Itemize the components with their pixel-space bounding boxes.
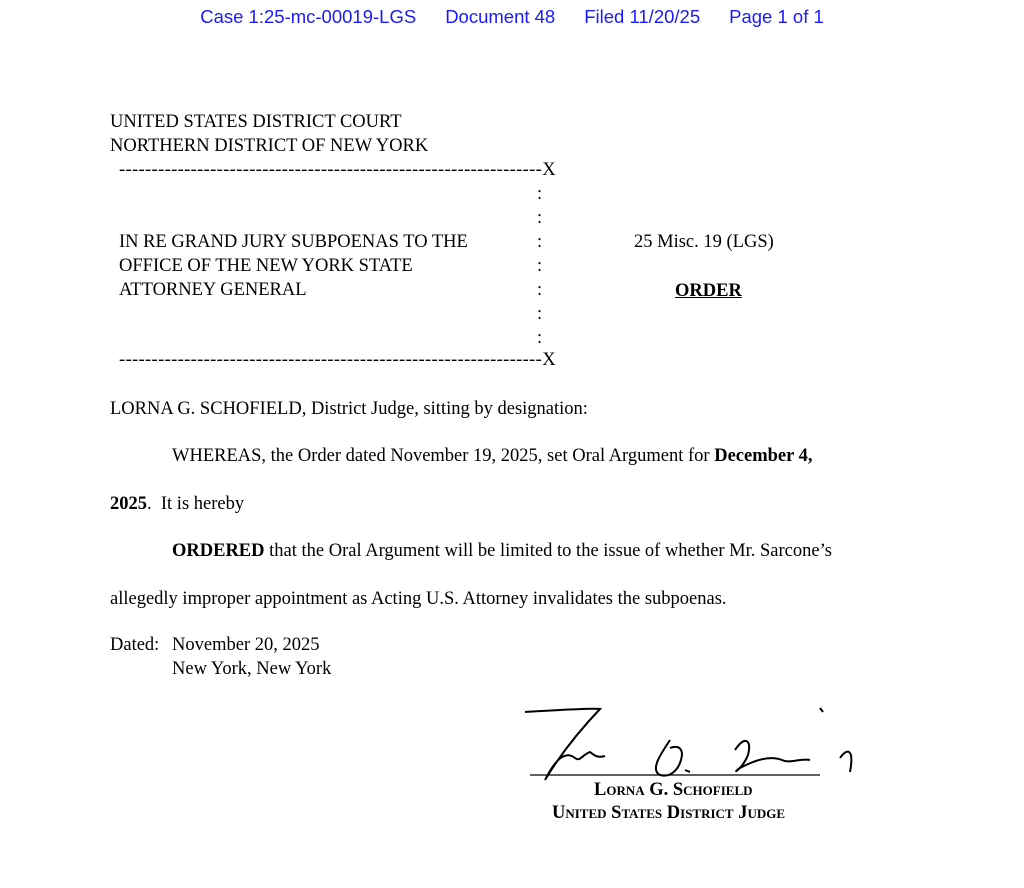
dated-label: Dated: — [110, 635, 160, 655]
court-name: UNITED STATES DISTRICT COURT — [110, 112, 402, 132]
caption-colon: : — [537, 256, 543, 276]
case-title-line: OFFICE OF THE NEW YORK STATE — [119, 256, 413, 276]
caption-bottom-border: -----------------------------------------------------------------X — [119, 350, 556, 370]
page-count: Page 1 of 1 — [729, 6, 824, 27]
docket-number: 25 Misc. 19 (LGS) — [634, 232, 774, 252]
signer-title: United States District Judge — [552, 803, 786, 823]
dated-date: November 20, 2025 — [172, 635, 320, 655]
caption-colon: : — [537, 184, 543, 204]
whereas-paragraph: WHEREAS, the Order dated November 19, 2025, set Oral Argument for December 4, — [172, 446, 813, 466]
document-title: ORDER — [675, 281, 742, 301]
ecf-header — [0, 6, 1024, 28]
caption-colon: : — [537, 304, 543, 324]
document-number: Document 48 — [445, 6, 556, 27]
ordered-paragraph-cont: allegedly improper appointment as Acting U.S. Attorney invalidates the subpoenas. — [110, 589, 727, 609]
filed-date: Filed 11/20/25 — [584, 6, 701, 27]
whereas-paragraph-cont: 2025. It is hereby — [110, 494, 245, 514]
case-title-line: IN RE GRAND JURY SUBPOENAS TO THE — [119, 232, 468, 252]
court-district: NORTHERN DISTRICT OF NEW YORK — [110, 136, 429, 156]
caption-colon: : — [537, 208, 543, 228]
signature-image — [520, 700, 860, 790]
judge-intro: LORNA G. SCHOFIELD, District Judge, sitting by designation: — [110, 399, 588, 419]
caption-top-border: -----------------------------------------------------------------X — [119, 160, 556, 180]
dated-place: New York, New York — [172, 659, 332, 679]
ordered-paragraph: ORDERED that the Oral Argument will be limited to the issue of whether Mr. Sarcone’s — [172, 541, 832, 561]
case-title-line: ATTORNEY GENERAL — [119, 280, 307, 300]
caption-colon: : — [537, 280, 543, 300]
caption-colon: : — [537, 328, 543, 348]
case-number: Case 1:25-mc-00019-LGS — [200, 6, 417, 27]
signer-name: Lorna G. Schofield — [594, 780, 753, 800]
caption-colon: : — [537, 232, 543, 252]
